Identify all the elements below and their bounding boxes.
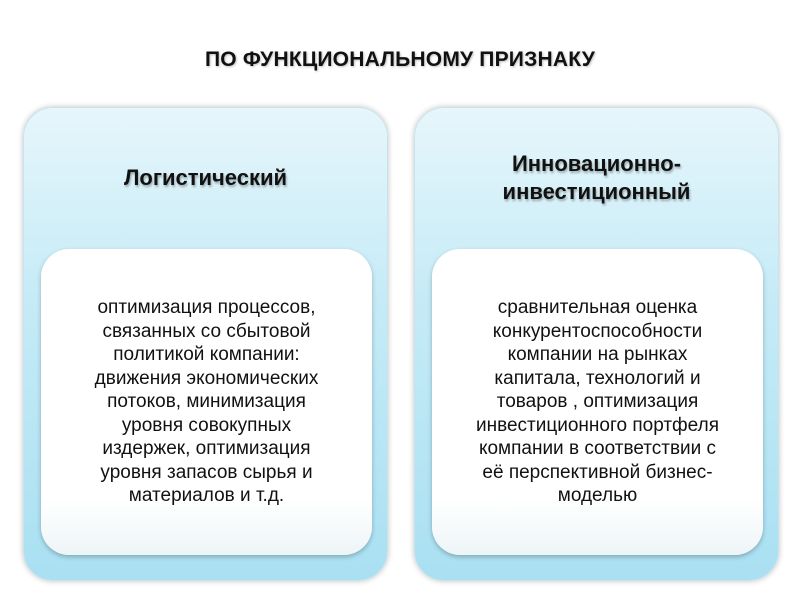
card-body-logistic <box>41 249 372 555</box>
diagram-title: ПО ФУНКЦИОНАЛЬНОМУ ПРИЗНАКУ <box>205 48 595 71</box>
card-innovation-investment <box>414 107 779 581</box>
card-logistic <box>23 107 388 581</box>
card-description-innovation-investment: сравнительная оценка конкурентоспособности компании на рынках капитала, технологий и товаров , оптимизация инвестиционного портфеля компании в соответствии с её перспективной бизнес- моделью <box>476 297 719 507</box>
card-description-logistic: оптимизация процессов, связанных со сбытовой политикой компании: движения экономических потоков, минимизация уровня совокупных издержек, оптимизация уровня запасов сырья и материалов и т.д. <box>94 297 319 507</box>
card-body-innovation-investment <box>432 249 763 555</box>
card-header-innovation-investment: Инновационно- инвестиционный <box>502 151 691 204</box>
card-header-logistic: Логистический <box>123 165 288 190</box>
